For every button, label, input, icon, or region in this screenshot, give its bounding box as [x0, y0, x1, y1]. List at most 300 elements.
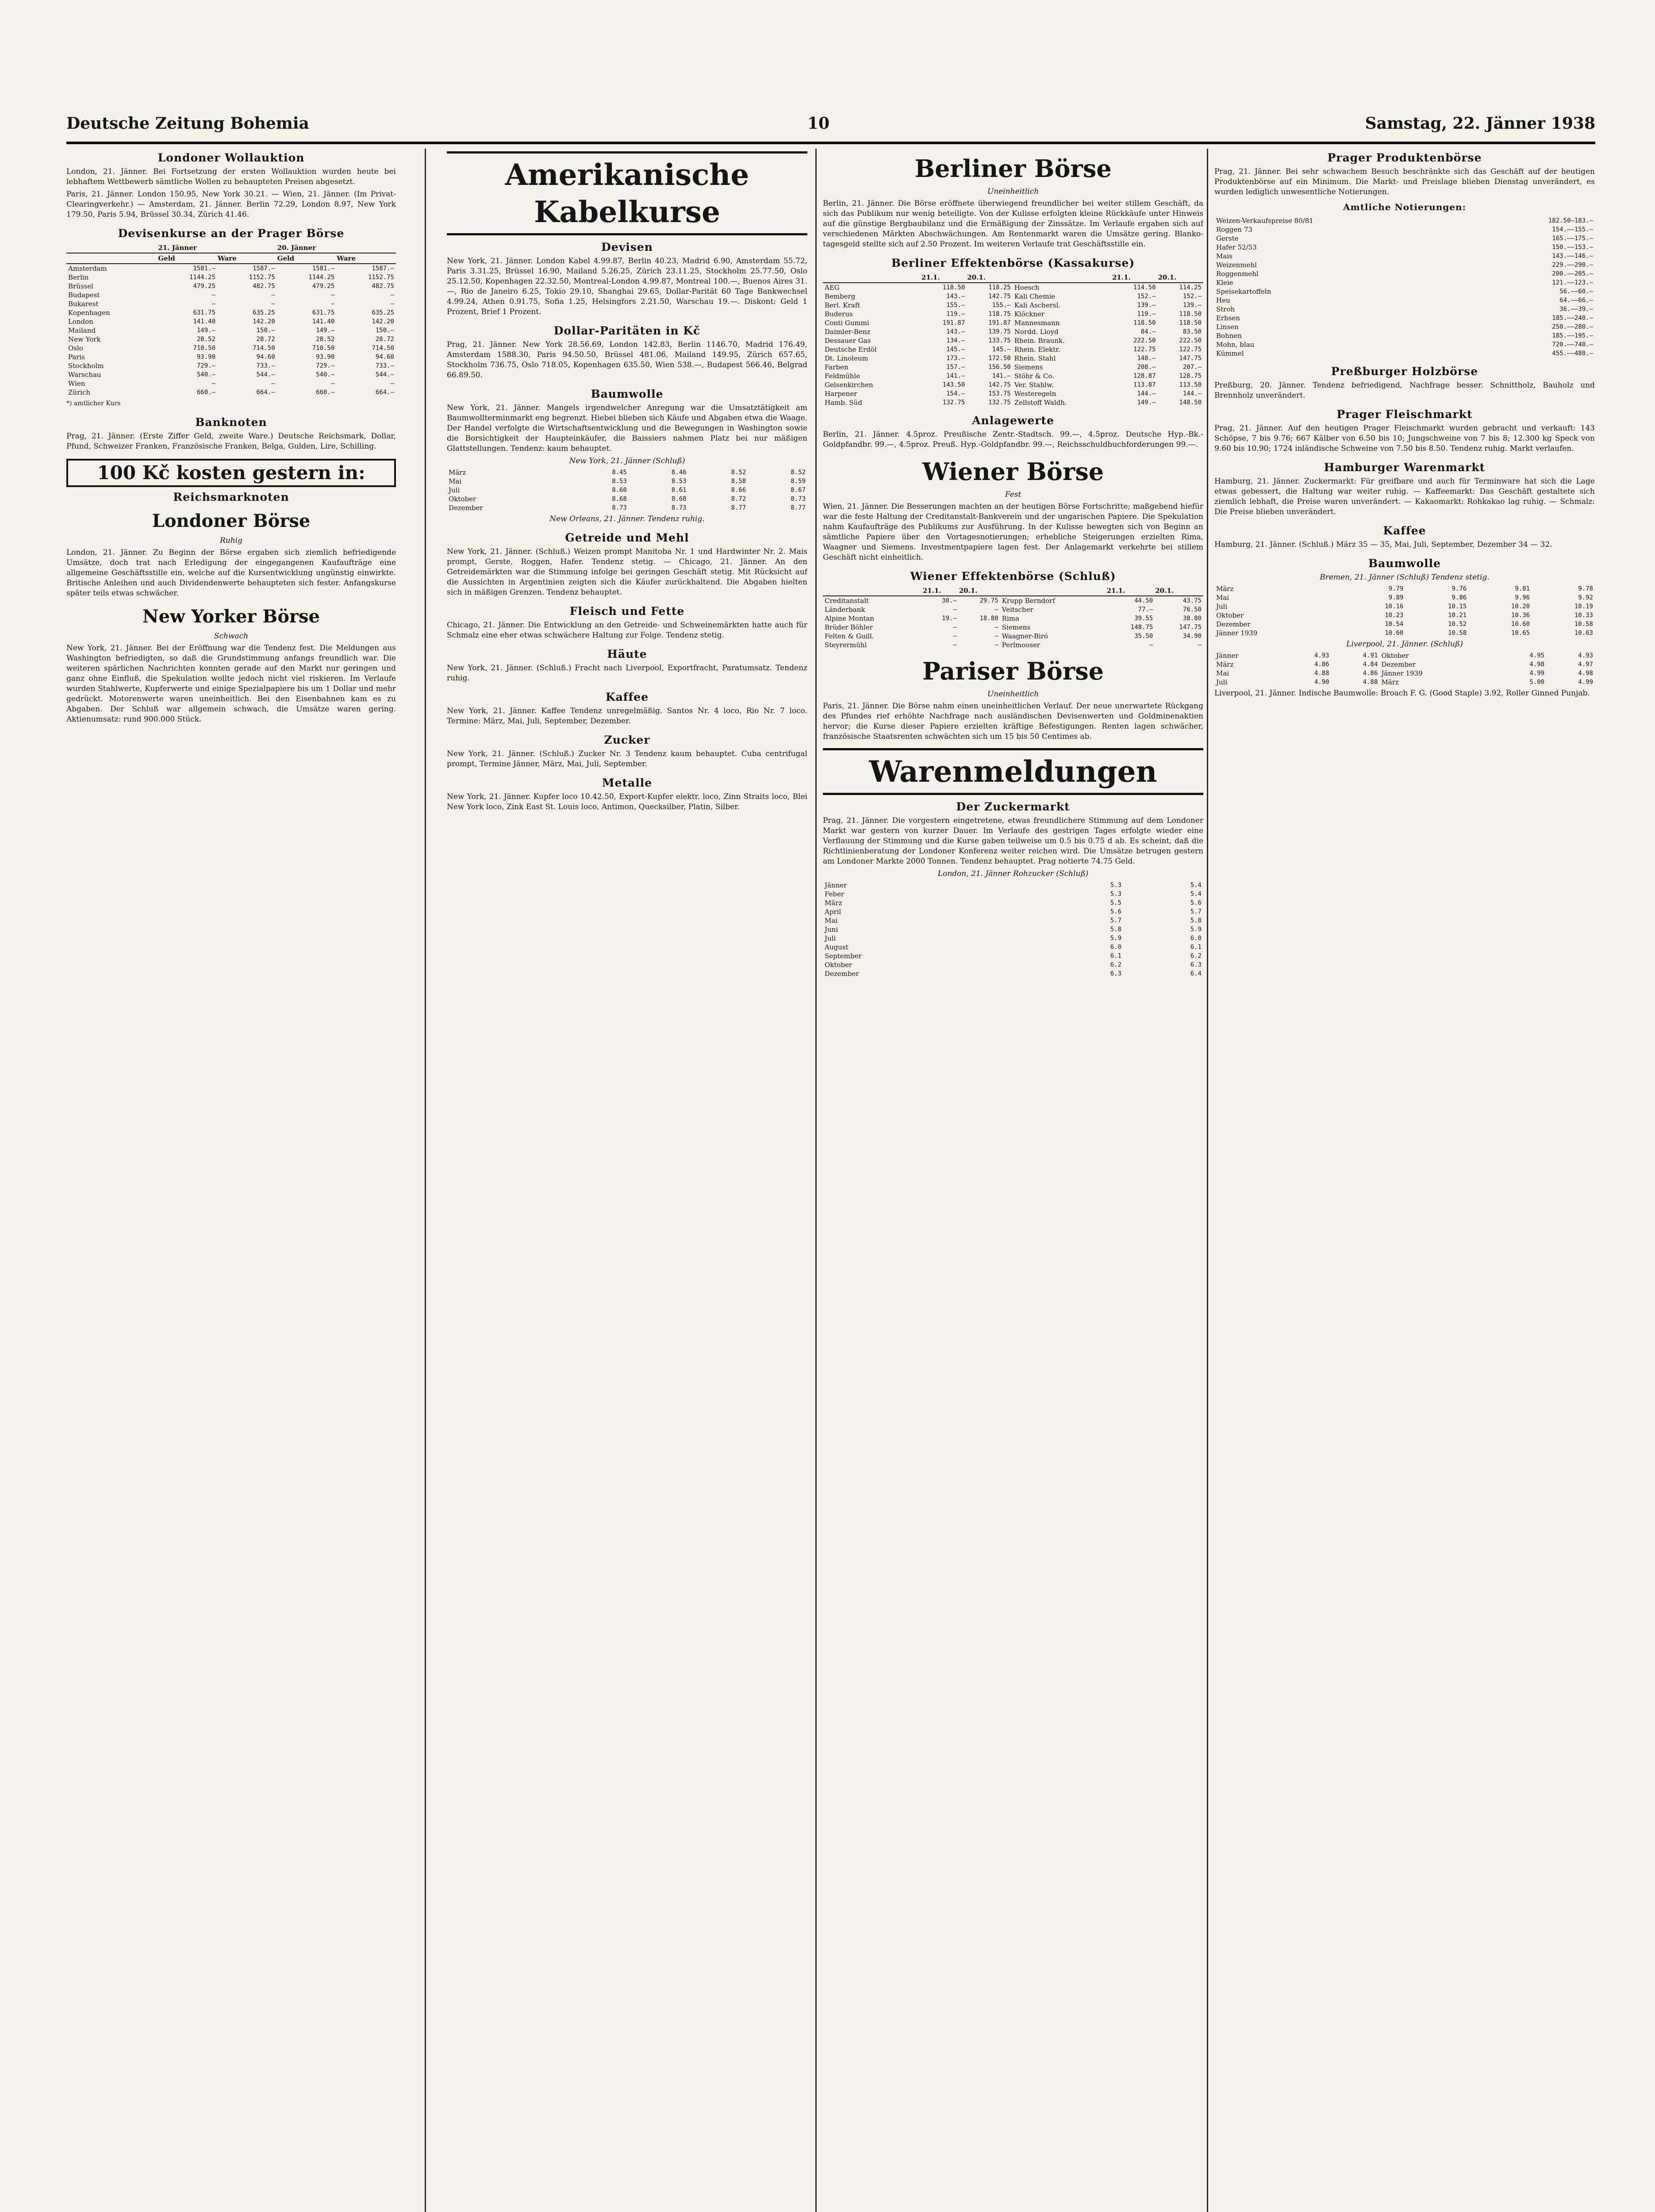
table-cell: 8.61	[671, 487, 687, 494]
table-row	[823, 960, 1203, 969]
table-cell: 36.—–39.—	[1559, 306, 1593, 313]
table-cell: Buderus	[825, 310, 853, 318]
table-row	[823, 969, 1203, 978]
table-cell: 5.4	[1190, 882, 1202, 889]
article-text: Paris, 21. Jänner. Die Börse nahm einen uneinheitlichen Verlauf. Der neue unerwartete Rückgang des Pfundes rief erhöhte Nachfrage nach ausländischen Devisenwerten und Goldminenaktien hervor; die Kurse dieser Papiere erzielten kräftige Befestigungen. Renten lagen schwächer, französische Staatsrenten schwächten sich um 15 bis 50 Centimes ab.	[823, 702, 1203, 741]
table-cell: —	[271, 292, 275, 299]
article-text: London, 21. Jänner. Zu Beginn der Börse ergaben sich ziemlich befriedigende Umsätze, doch trat nach Erledigung der eingegangenen Kaufaufträge eine allgemeine Geschäftsstille ein, welche auf die Kursentwicklung ungünstig einwirkte. Britische Anleihen und auch Dividendenwerte behaupteten sich fester. Anfangskurse später teils etwas schwächer.	[66, 548, 396, 598]
berlin-stock-table	[823, 273, 1203, 407]
table-cell: Berlin	[68, 273, 89, 281]
table-cell: 4.99	[1578, 679, 1593, 686]
table-row	[1214, 252, 1595, 261]
section-heading: Dollar-Paritäten in Kč	[553, 324, 701, 337]
section-zuckermarkt	[823, 799, 1203, 978]
table-cell: 119.—	[1137, 311, 1156, 318]
section-heading: New Yorker Börse	[142, 606, 320, 627]
table-row	[823, 890, 1203, 899]
table-row	[1214, 660, 1595, 669]
table-row	[1214, 243, 1595, 252]
table-row	[66, 317, 396, 326]
table-cell: 8.58	[731, 478, 746, 485]
column-rule	[1207, 149, 1208, 2212]
table-cell: 8.73	[671, 504, 687, 511]
table-header: 20.1.	[1157, 273, 1203, 283]
table-cell: 10.54	[1385, 621, 1404, 628]
table-cell: 64.—–66.—	[1559, 297, 1593, 304]
table-row	[447, 468, 807, 477]
table-cell: 84.—	[1140, 328, 1156, 335]
table-cell: September	[825, 952, 862, 960]
table-cell: 141.—	[946, 373, 965, 380]
article-text: Berlin, 21. Jänner. 4.5proz. Preußische Zentr.-Stadtsch. 99.—, 4.5proz. Deutsche Hyp.-Bk.-Goldpfandbr. 99.—, 4.5proz. Preuß. Hyp.-Goldpfandbr. 99.—, Reichsschuldbuchforderungen 99.—.	[823, 430, 1203, 449]
section-londoner-boerse	[66, 509, 396, 599]
section-heading: Kaffee	[1383, 524, 1426, 537]
table-row	[1214, 278, 1595, 287]
table-header	[1000, 586, 1106, 596]
table-row	[823, 934, 1203, 943]
table-cell: 207.—	[1183, 364, 1202, 371]
article-text: New York, 21. Jänner. Bei der Eröffnung war die Tendenz fest. Die Meldungen aus Washington befriedigten, so daß die Grundstimmung anfangs freundlich war. Die weiteren spärlichen Nachrichten konnten gerade auf den Markt nur geringen und ganz ohne Einfluß, die Spekulation wollte jedoch nicht viel riskieren. Im Verlaufe wurden Stahlwerte, Kupferwerte und einige Spezialpapiere bis um 1 Dollar und mehr gedrückt. Motorenwerte waren uneinheitlich. Bei den Eisenbahnen kam es zu Abgaben. Der Schluß war allgemein schwach, die Umsätze waren gering. Aktienumsatz: rund 900.000 Stück.	[66, 644, 396, 724]
table-cell: 540.—	[196, 371, 216, 378]
section-baumwolle	[447, 387, 807, 524]
table-cell: Farben	[825, 363, 849, 371]
table-cell: 5.7	[1190, 908, 1202, 915]
table-cell: Hamb. Süd	[825, 399, 862, 407]
table-row	[66, 353, 396, 361]
table-row	[1214, 216, 1595, 225]
liverpool-cotton-table	[1214, 651, 1595, 687]
table-row	[1214, 305, 1595, 314]
produce-rows	[1214, 216, 1595, 358]
section-haeute	[447, 647, 807, 684]
table-cell: —	[1149, 641, 1153, 649]
table-cell: 173.—	[946, 355, 965, 362]
table-cell: Roggen 73	[1216, 226, 1252, 234]
table-cell: 733.—	[375, 362, 394, 369]
table-cell: 4.98	[1578, 670, 1593, 677]
table-cell: —	[211, 380, 216, 387]
table-row	[447, 503, 807, 512]
table-cell: Kleie	[1216, 279, 1233, 287]
table-cell: 141.—	[992, 373, 1011, 380]
table-cell: —	[995, 641, 998, 649]
bremen-cotton-table	[1214, 584, 1595, 637]
table-cell: 6.1	[1110, 952, 1121, 960]
table-cell: 29.75	[979, 597, 998, 604]
table-header	[823, 273, 921, 283]
table-row	[823, 952, 1203, 960]
section-heading: Berliner Börse	[914, 154, 1112, 183]
article-text: Preßburg, 20. Jänner. Tendenz befriedigend, Nachfrage besser. Schnittholz, Bauholz und Brennholz unverändert.	[1214, 381, 1595, 400]
table-cell: 540.—	[316, 371, 335, 378]
table-cell: 144.—	[1183, 390, 1202, 397]
table-cell: 6.3	[1190, 961, 1202, 968]
section-new-yorker-boerse	[66, 605, 396, 725]
table-cell: 8.77	[791, 504, 806, 511]
table-cell: 148.—	[1137, 355, 1156, 362]
table-row	[66, 300, 396, 308]
table-cell: Alpine Montan	[825, 614, 875, 622]
section-heading: Berliner Effektenbörse (Kassakurse)	[891, 257, 1135, 269]
table-row	[823, 641, 1203, 649]
table-cell: —	[1198, 641, 1202, 649]
section-baumwolle-bremen	[1214, 556, 1595, 699]
table-cell: Mai	[1216, 669, 1229, 677]
table-cell: 482.75	[372, 283, 394, 290]
table-cell: 93.90	[196, 353, 216, 361]
issue-date: Samstag, 22. Jänner 1938	[1365, 114, 1595, 133]
table-cell: 191.87	[988, 319, 1011, 326]
section-heading: Der Zuckermarkt	[956, 800, 1070, 813]
table-cell: 113.50	[1179, 381, 1202, 388]
table-cell: Hafer 52/53	[1216, 243, 1257, 251]
table-cell: Mai	[449, 477, 462, 485]
table-header: 21.1.	[922, 586, 959, 596]
table-cell: Bemberg	[825, 292, 856, 300]
table-cell: 729.—	[316, 362, 335, 369]
table-cell: 710.50	[312, 345, 335, 352]
table-cell: 4.95	[1529, 652, 1545, 659]
table-cell: 8.59	[791, 478, 806, 485]
article-text: Chicago, 21. Jänner. Die Entwicklung an den Getreide- und Schweinemärkten hatte auch für Schmalz eine eher etwas schwächere Haltung zur Folge. Tendenz stetig.	[447, 621, 807, 640]
table-cell: März	[1216, 661, 1234, 668]
table-cell: 6.0	[1190, 935, 1202, 942]
section-heading: Pariser Börse	[922, 657, 1104, 685]
table-header	[1013, 273, 1112, 283]
table-cell: Feldmühle	[825, 372, 860, 380]
table-cell: Juli	[1216, 603, 1228, 611]
table-cell: Bukarest	[68, 300, 99, 308]
table-cell: 733.—	[256, 362, 275, 369]
table-cell: 118.25	[988, 284, 1011, 291]
table-cell: 8.77	[731, 504, 746, 511]
table-cell: Amsterdam	[68, 265, 107, 273]
table-cell: 6.2	[1190, 952, 1202, 960]
table-cell: Stockholm	[68, 362, 104, 370]
table-cell: 5.6	[1190, 899, 1202, 906]
table-cell: Budapest	[68, 291, 100, 299]
table-cell: 145.—	[946, 346, 965, 353]
table-cell: 4.98	[1529, 661, 1545, 668]
table-cell: 9.81	[1515, 585, 1530, 592]
article-text: Hamburg, 21. Jänner. (Schluß.) März 35 — 35, Mai, Juli, September, Dezember 34 — 32.	[1214, 540, 1552, 549]
table-row	[823, 336, 1203, 345]
table-row	[1214, 234, 1595, 243]
table-cell: 118.50	[942, 284, 965, 291]
table-cell: 152.—	[1183, 293, 1202, 300]
table-cell: 1587.—	[372, 265, 394, 272]
column-3	[823, 149, 1203, 2212]
table-cell: 455.—–480.—	[1552, 350, 1593, 357]
table-cell: 154.—–155.—	[1552, 226, 1593, 233]
section-subheading: Uneinheitlich	[987, 187, 1039, 196]
table-cell: Länderbank	[825, 606, 865, 614]
table-cell: 38.80	[1183, 615, 1202, 622]
table-header: Ware	[336, 253, 396, 264]
table-cell: Dezember	[1381, 661, 1416, 668]
table-cell: Bohnen	[1216, 332, 1242, 340]
table-cell: —	[953, 606, 957, 613]
table-cell: 118.50	[1179, 311, 1202, 318]
table-cell: —	[271, 380, 275, 387]
table-cell: 144.—	[1137, 390, 1156, 397]
table-row	[66, 335, 396, 344]
table-row	[1214, 287, 1595, 296]
table-title: Liverpool, 21. Jänner. (Schluß)	[1346, 640, 1463, 649]
table-row	[823, 899, 1203, 907]
table-cell: Oktober	[449, 495, 476, 503]
table-cell: 172.50	[988, 355, 1011, 362]
table-cell: 44.50	[1134, 597, 1153, 604]
article-text: Prag, 21. Jänner. Auf den heutigen Prager Fleischmarkt wurden gebracht und verkauft: 143 Schöpse, 7 bis 9.76; 667 Kälber von 6.50 bis 10; Jungschweine von 7 bis 8; 12.300 kg Speck von 9.60 bis 10.90; 1724 inländische Schweine von 7.50 bis 8.50. Tendenz ruhig. Markt verlaufen.	[1214, 424, 1595, 453]
table-row	[1214, 678, 1595, 687]
table-cell: Daimler-Benz	[825, 328, 871, 336]
table-header: 21. Jänner	[157, 243, 276, 253]
table-cell: Dezember	[825, 970, 859, 978]
table-cell: 4.91	[1363, 652, 1378, 659]
table-cell: Kali Chemie	[1014, 292, 1056, 300]
section-getreide	[447, 530, 807, 598]
table-cell: 10.33	[1574, 612, 1593, 619]
table-cell: 729.—	[196, 362, 216, 369]
table-cell: Brüssel	[68, 282, 93, 290]
table-row	[823, 301, 1203, 310]
berlin-stock-rows	[823, 283, 1203, 407]
table-cell: 30.—	[942, 597, 957, 604]
table-cell: 118.50	[1133, 319, 1156, 326]
table-cell: —	[330, 380, 335, 387]
table-cell: 143.—	[946, 293, 965, 300]
table-row	[823, 319, 1203, 327]
table-row	[66, 291, 396, 300]
table-row	[1214, 225, 1595, 234]
table-cell: April	[825, 908, 841, 916]
table-cell: 155.—	[946, 302, 965, 309]
table-cell: Rima	[1002, 614, 1019, 622]
table-cell: 142.20	[372, 318, 394, 325]
table-cell: 200.—–205.—	[1552, 270, 1593, 277]
table-row	[823, 623, 1203, 632]
table-cell: 150.—	[256, 327, 275, 334]
article-text: Berlin, 21. Jänner. Die Börse eröffnete überwiegend freundlicher bei weiter stillem Geschäft, da sich das Publikum nur wenig beteiligte. Von der Kulisse erfolgten kleine Rückkäufe unter Hinweis auf die günstige Bergbaubilanz und die Ermäßigung der Zinssätze. Im Verlaufe ergaben sich auf verschiedenen Märkten Abschwächungen. Am Rentenmarkt waren die Umsätze gering. Blankotagesgeld stellte sich auf 2.50 Prozent. Im weiteren Verlaufe trat Geschäftsstille ein.	[823, 199, 1203, 249]
table-cell: 8.73	[612, 504, 627, 511]
table-cell: 142.75	[988, 293, 1011, 300]
table-cell: Veitscher	[1002, 606, 1033, 614]
section-heading: Hamburger Warenmarkt	[1324, 461, 1486, 474]
article-text: New York, 21. Jänner. (Schluß.) Weizen prompt Manitoba Nr. 1 und Hardwinter Nr. 2. Mais prompt, Gerste, Roggen, Hafer. Tendenz stetig. — Chicago, 21. Jänner. An den Getreidemärkten war die Stimmung infolge bei geringen Geschäft stetig. Mit Rücksicht auf die Aussichten in Argentinien zeigten sich die Käufer zurückhaltend. Die Abgaben hielten sich in mäßigen Grenzen. Tendenz behauptet.	[447, 547, 807, 597]
table-row	[1214, 602, 1595, 611]
section-dollar-paritaeten	[447, 323, 807, 380]
table-cell: 6.0	[1110, 944, 1121, 951]
table-cell: 4.97	[1578, 661, 1593, 668]
table-cell: —	[330, 300, 335, 307]
table-cell: New York	[68, 335, 101, 343]
table-header: 20.1.	[1155, 586, 1203, 596]
table-cell: 147.75	[1179, 355, 1202, 362]
table-cell: 5.4	[1190, 891, 1202, 898]
table-cell: 10.60	[1511, 621, 1530, 628]
table-cell: 1587.—	[253, 265, 275, 272]
table-cell: 1144.25	[308, 274, 335, 281]
section-subheading: Schwach	[214, 632, 249, 641]
section-devisen	[447, 240, 807, 317]
kc-box-heading: 100 Kč kosten gestern in:	[66, 459, 396, 487]
table-cell: AEG	[825, 284, 840, 292]
table-cell: Jänner 1939	[1216, 629, 1258, 637]
table-cell: 660.—	[196, 389, 216, 396]
table-cell: Westeregeln	[1014, 390, 1056, 398]
table-cell: Juni	[825, 926, 838, 933]
table-cell: 5.9	[1190, 926, 1202, 933]
table-cell: Oslo	[68, 344, 83, 352]
table-cell: —	[995, 633, 998, 640]
table-cell: 128.75	[1179, 373, 1202, 380]
table-row	[823, 881, 1203, 890]
table-cell: 482.75	[253, 283, 275, 290]
table-cell: 9.86	[1451, 594, 1467, 601]
table-cell: 635.25	[372, 309, 394, 316]
table-cell: —	[995, 606, 998, 613]
table-cell: 94.60	[256, 353, 275, 361]
table-cell: 143.—	[946, 328, 965, 335]
table-row	[823, 345, 1203, 354]
section-subheading: Fest	[1005, 490, 1021, 499]
article-text: Liverpool, 21. Jänner. Indische Baumwolle: Broach F. G. (Good Staple) 3.92, Roller Ginned Punjab.	[1214, 689, 1590, 698]
table-row	[823, 398, 1203, 407]
table-cell: Berl. Kraft	[825, 301, 860, 309]
table-cell: 182.50–183.—	[1548, 217, 1593, 224]
article-text: New York, 21. Jänner. Kaffee Tendenz unregelmäßig. Santos Nr. 4 loco, Rio Nr. 7 loco. Termine: März, Mai, Juli, September, Dezember.	[447, 707, 807, 726]
table-cell: Deutsche Erdöl	[825, 346, 877, 353]
table-cell: —	[330, 292, 335, 299]
table-cell: 9.89	[1388, 594, 1404, 601]
table-cell: 222.50	[1133, 337, 1156, 344]
table-cell: 9.76	[1451, 585, 1467, 592]
section-hamburger	[1214, 460, 1595, 517]
table-row	[823, 605, 1203, 614]
table-cell: 8.45	[612, 469, 627, 476]
table-cell: Brüder Böhler	[825, 623, 873, 631]
table-cell: 28.52	[196, 336, 216, 343]
table-cell: 664.—	[256, 389, 275, 396]
table-row	[66, 344, 396, 353]
table-title: London, 21. Jänner Rohzucker (Schluß)	[937, 869, 1089, 878]
table-cell: 250.—–280.—	[1552, 323, 1593, 330]
table-cell: Ver. Stahlw.	[1014, 381, 1054, 389]
table-cell: 185.—–240.—	[1552, 315, 1593, 322]
table-header	[66, 253, 157, 264]
table-cell: Heu	[1216, 296, 1230, 304]
section-subheading: Uneinheitlich	[987, 690, 1039, 699]
table-header: 20. Jänner	[277, 243, 396, 253]
article-text: New York, 21. Jänner. London Kabel 4.99.87, Berlin 40.23, Madrid 6.90, Amsterdam 55.72, Paris 3.31.25, Brüssel 16.90, Mailand 5.26.25, Zürich 23.11.25, Stockholm 25.77.50, Oslo 25.12.50, Kopenhagen 22.32.50, Montreal-London 4.99.87, Montreal 100.—, Buenos Aires 31.—, Rio de Janeiro 6.25, Tokio 29.10, Shanghai 29.65, Dollar-Parität 60 Tage Bankwechsel 4.99.24, Athen 0.91.75, Sofia 1.25, Helsingfors 2.21.50, Warschau 19.—. Diskont: Geld 1 Prozent, Brief 1 Prozent.	[447, 257, 807, 316]
table-cell: Gelsenkirchen	[825, 381, 873, 389]
section-subheading: Ruhig	[219, 536, 243, 545]
table-row	[1214, 340, 1595, 349]
table-row	[1214, 669, 1595, 678]
table-cell: 132.75	[988, 399, 1011, 406]
table-cell: Rhein. Stahl	[1014, 354, 1056, 362]
table-cell: 8.73	[791, 495, 806, 503]
table-row	[66, 388, 396, 397]
table-cell: Gerste	[1216, 234, 1239, 242]
column-4	[1214, 149, 1595, 2212]
section-wiener-boerse	[823, 456, 1203, 563]
section-heading: Banknoten	[195, 416, 267, 429]
table-cell: Siemens	[1002, 623, 1031, 631]
cotton-table	[447, 468, 807, 512]
table-cell: 10.16	[1385, 603, 1404, 610]
table-row	[66, 326, 396, 335]
table-cell: 118.75	[988, 311, 1011, 318]
table-cell: Zürich	[68, 388, 91, 396]
section-londoner-wollauktion	[66, 150, 396, 220]
table-cell: 631.75	[193, 309, 216, 316]
table-cell: 154.—	[946, 390, 965, 397]
article-text: Prag, 21. Jänner. New York 28.56.69, London 142.83, Berlin 1146.70, Madrid 176.49, Amsterdam 1588.30, Paris 94.50.50, Brüssel 481.06, Mailand 149.95, Zürich 657.65, Stockholm 736.75, Oslo 718.05, Kopenhagen 635.50, Wien 538.—, Budapest 566.46, Belgrad 66.89.50.	[447, 340, 807, 380]
table-cell: Juli	[825, 934, 836, 942]
table-cell: Harpener	[825, 390, 857, 398]
table-cell: 132.75	[942, 399, 965, 406]
table-cell: Speisekartoffeln	[1216, 288, 1271, 296]
table-header: Geld	[157, 253, 217, 264]
article-text: New York, 21. Jänner. (Schluß.) Zucker Nr. 3 Tendenz kaum behauptet. Cuba centrifugal prompt, Termine Jänner, März, Mai, Juli, September.	[447, 749, 807, 768]
table-cell: März	[1381, 678, 1399, 686]
table-cell: Felten & Guill.	[825, 632, 874, 640]
table-cell: —	[953, 624, 957, 631]
section-heading: Baumwolle	[591, 388, 664, 400]
table-cell: 122.75	[1179, 346, 1202, 353]
table-cell: 150.—	[375, 327, 394, 334]
table-cell: 122.75	[1133, 346, 1156, 353]
table-row	[823, 380, 1203, 389]
table-cell: Zellstoff Waldh.	[1014, 399, 1067, 407]
table-cell: 134.—	[946, 337, 965, 344]
table-cell: 222.50	[1179, 337, 1202, 344]
table-cell: August	[825, 943, 849, 951]
article-text: New York, 21. Jänner. Kupfer loco 10.42.50, Export-Kupfer elektr. loco, Zinn Straits loco, Blei New York loco, Zink East St. Louis loco, Antimon, Quecksilber, Platin, Silber.	[447, 792, 807, 811]
section-heading: Kaffee	[605, 691, 649, 703]
table-cell: Mai	[1216, 594, 1229, 602]
table-cell: Warschau	[68, 371, 101, 379]
section-heading: Prager Produktenbörse	[1327, 151, 1482, 164]
section-heading: Anlagewerte	[972, 414, 1054, 427]
section-anlagewerte	[823, 413, 1203, 450]
table-row	[823, 389, 1203, 398]
table-row	[1214, 620, 1595, 629]
table-row	[1214, 349, 1595, 358]
table-row	[1214, 629, 1595, 637]
table-cell: 479.25	[312, 283, 335, 290]
bremen-cotton-rows	[1214, 584, 1595, 637]
table-cell: Conti Gummi	[825, 319, 869, 327]
table-cell: 720.—–740.—	[1552, 341, 1593, 348]
table-header: Geld	[277, 253, 337, 264]
table-cell: 8.67	[791, 487, 806, 494]
table-header: 21.1.	[1106, 586, 1155, 596]
table-cell: Dessauer Gas	[825, 337, 871, 345]
section-heading: Londoner Wollauktion	[157, 151, 305, 164]
table-cell: 9.79	[1388, 585, 1404, 592]
section-banknoten	[66, 415, 396, 452]
table-cell: 664.—	[375, 389, 394, 396]
table-row	[1214, 651, 1595, 660]
cotton-rows	[447, 468, 807, 512]
table-cell: 114.50	[1133, 284, 1156, 291]
table-cell: 8.46	[671, 469, 687, 476]
table-cell: 10.60	[1385, 630, 1404, 637]
table-cell: 143.50	[942, 381, 965, 388]
